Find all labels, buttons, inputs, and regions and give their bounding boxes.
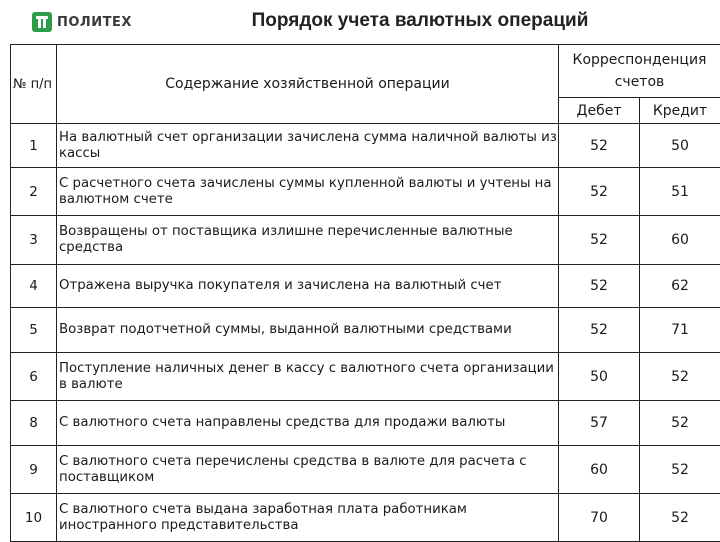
row-credit: 52 [640, 401, 720, 446]
table-row [11, 168, 720, 216]
row-number: 3 [11, 216, 57, 265]
column-header-number: № п/п [11, 45, 57, 124]
row-debit: 52 [559, 265, 640, 308]
row-credit: 51 [640, 168, 720, 216]
row-debit: 70 [559, 494, 640, 542]
row-credit: 62 [640, 265, 720, 308]
row-debit: 52 [559, 308, 640, 353]
row-number: 2 [11, 168, 57, 216]
row-description: Возвращены от поставщика излишне перечисленные валютные средства [57, 216, 559, 265]
row-description: С валютного счета перечислены средства в валюте для расчета с поставщиком [57, 446, 559, 494]
table-row [11, 124, 720, 168]
row-description: С валютного счета направлены средства для продажи валюты [57, 401, 559, 446]
row-debit: 52 [559, 124, 640, 168]
table-row [11, 401, 720, 446]
row-number: 1 [11, 124, 57, 168]
logo-text: ПОЛИТЕХ [57, 15, 132, 30]
row-number: 6 [11, 353, 57, 401]
row-credit: 60 [640, 216, 720, 265]
table-row [11, 446, 720, 494]
row-number: 10 [11, 494, 57, 542]
column-header-credit: Кредит [640, 98, 720, 124]
row-debit: 50 [559, 353, 640, 401]
row-description: Поступление наличных денег в кассу с валютного счета организации в валюте [57, 353, 559, 401]
row-description: Отражена выручка покупателя и зачислена на валютный счет [57, 265, 559, 308]
row-debit: 60 [559, 446, 640, 494]
page-title: Порядок учета валютных операций [200, 10, 640, 32]
row-number: 5 [11, 308, 57, 353]
politeh-logo-icon [32, 12, 52, 32]
column-header-description: Содержание хозяйственной операции [57, 45, 559, 124]
operations-table [10, 44, 720, 542]
column-header-correspondence: Корреспонденция счетов [559, 45, 720, 98]
row-number: 9 [11, 446, 57, 494]
row-debit: 52 [559, 216, 640, 265]
row-debit: 57 [559, 401, 640, 446]
row-credit: 52 [640, 353, 720, 401]
table-row [11, 494, 720, 542]
row-credit: 50 [640, 124, 720, 168]
row-number: 8 [11, 401, 57, 446]
table-row [11, 265, 720, 308]
politeh-logo [32, 12, 132, 32]
row-description: С расчетного счета зачислены суммы купленной валюты и учтены на валютном счете [57, 168, 559, 216]
row-description: На валютный счет организации зачислена сумма наличной валюты из кассы [57, 124, 559, 168]
row-debit: 52 [559, 168, 640, 216]
row-credit: 71 [640, 308, 720, 353]
table-row [11, 308, 720, 353]
row-number: 4 [11, 265, 57, 308]
column-header-debit: Дебет [559, 98, 640, 124]
slide-header [0, 0, 720, 44]
table-row [11, 216, 720, 265]
row-description: С валютного счета выдана заработная плата работникам иностранного представительства [57, 494, 559, 542]
row-credit: 52 [640, 494, 720, 542]
row-description: Возврат подотчетной суммы, выданной валютными средствами [57, 308, 559, 353]
table-row [11, 353, 720, 401]
row-credit: 52 [640, 446, 720, 494]
